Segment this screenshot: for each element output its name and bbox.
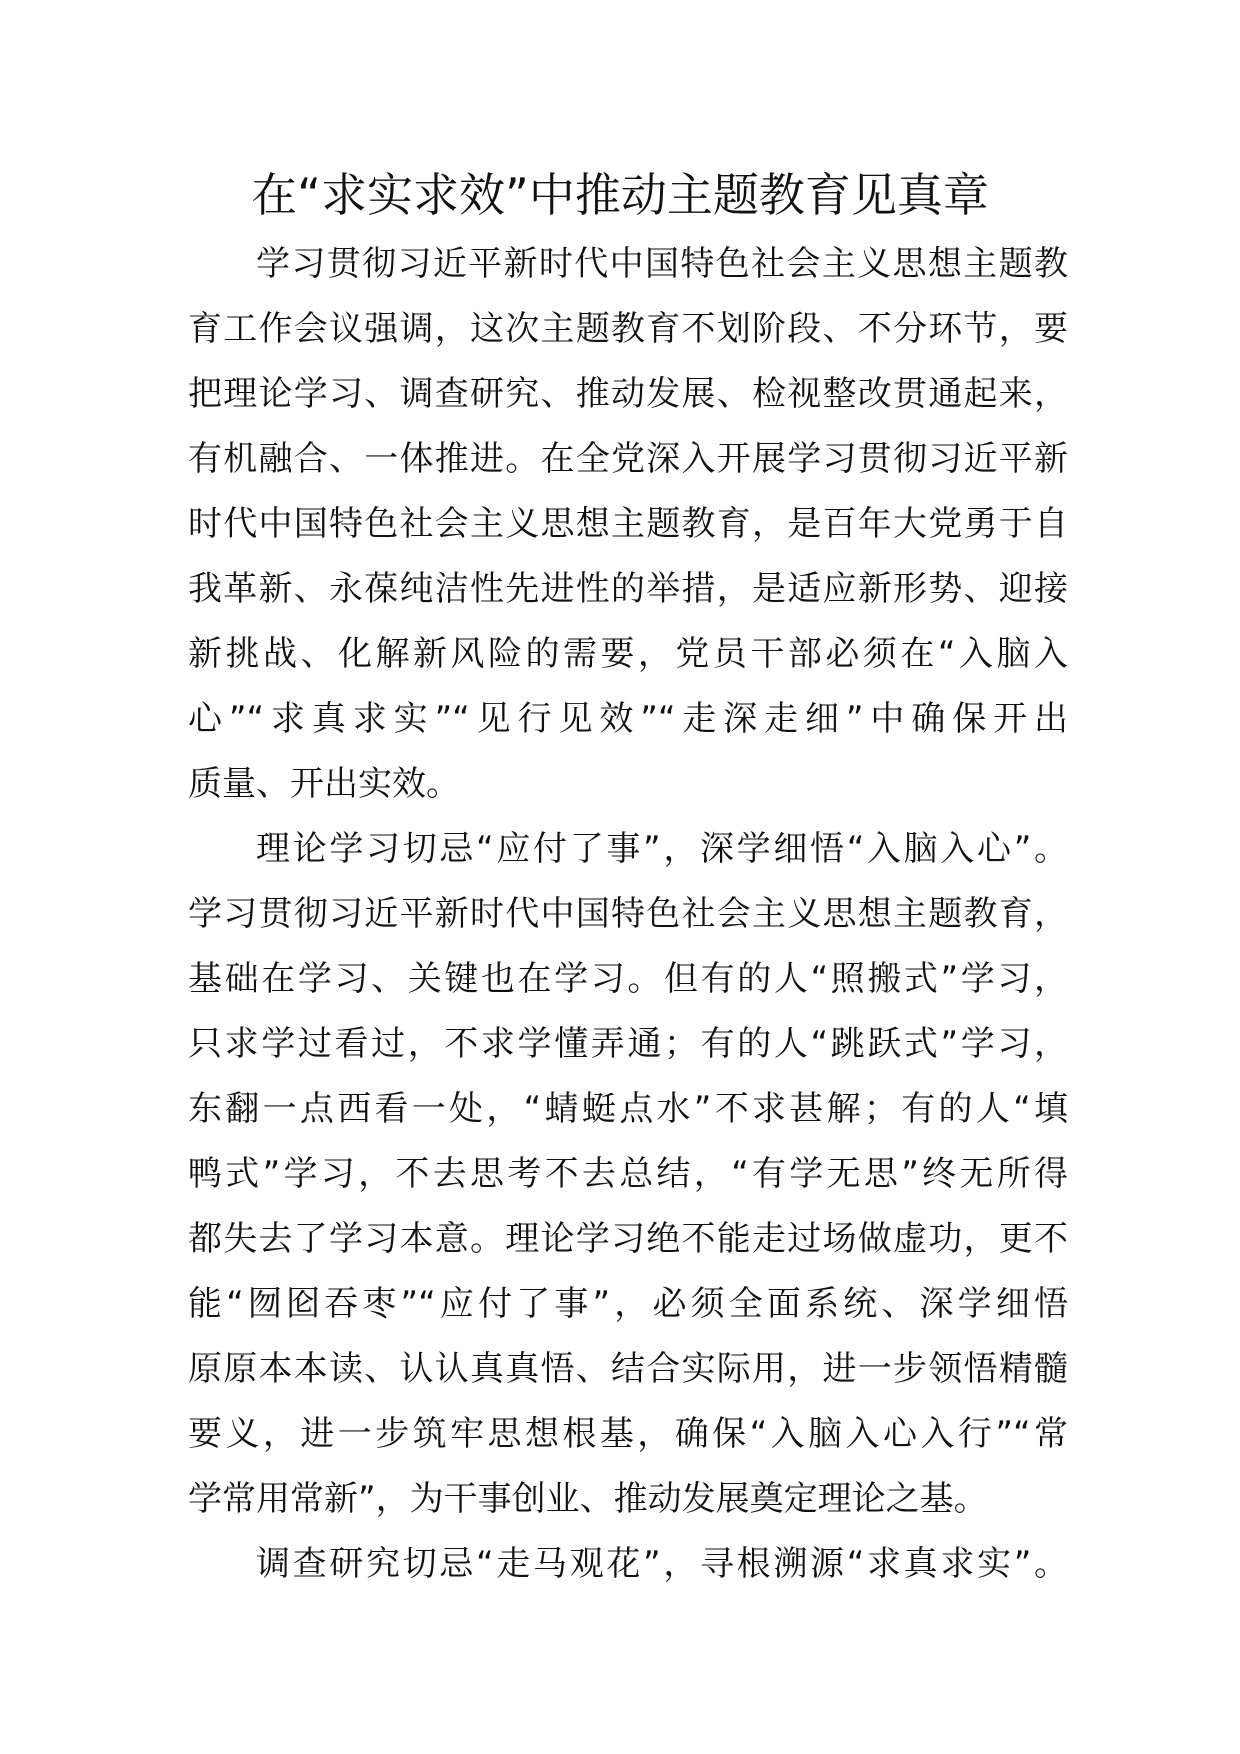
body-line: 学习贯彻习近平新时代中国特色社会主义思想主题教 — [256, 244, 1068, 284]
body-line: 只求学过看过，不求学懂弄通；有的人“跳跃式”学习， — [188, 1024, 1068, 1064]
body-line: 要义，进一步筑牢思想根基，确保“入脑入心入行”“常 — [188, 1414, 1068, 1454]
body-line: 东翻一点西看一处，“蜻蜓点水”不求甚解；有的人“填 — [188, 1089, 1068, 1129]
body-line: 新挑战、化解新风险的需要，党员干部必须在“入脑入 — [188, 634, 1068, 674]
body-line: 有机融合、一体推进。在全党深入开展学习贯彻习近平新 — [188, 439, 1068, 479]
body-line: 调查研究切忌“走马观花”，寻根溯源“求真求实”。 — [256, 1544, 1068, 1584]
body-line: 把理论学习、调查研究、推动发展、检视整改贯通起来， — [188, 374, 1068, 414]
body-line: 理论学习切忌“应付了事”，深学细悟“入脑入心”。 — [256, 829, 1068, 869]
body-line: 我革新、永葆纯洁性先进性的举措，是适应新形势、迎接 — [188, 569, 1068, 609]
document-body — [188, 232, 1068, 1597]
body-line: 基础在学习、关键也在学习。但有的人“照搬式”学习， — [188, 959, 1068, 999]
body-line: 学习贯彻习近平新时代中国特色社会主义思想主题教育， — [188, 894, 1068, 934]
body-line: 鸭式”学习，不去思考不去总结，“有学无思”终无所得 — [188, 1154, 1068, 1194]
body-line: 心”“求真求实”“见行见效”“走深走细”中确保开出 — [188, 699, 1068, 739]
body-line: 育工作会议强调，这次主题教育不划阶段、不分环节，要 — [188, 309, 1068, 349]
body-line: 学常用常新”，为干事创业、推动发展奠定理论之基。 — [188, 1479, 988, 1519]
body-line: 质量、开出实效。 — [188, 764, 460, 804]
body-line: 时代中国特色社会主义思想主题教育，是百年大党勇于自 — [188, 504, 1068, 544]
document-title: 在“求实求效”中推动主题教育见真章 — [251, 168, 989, 222]
body-line: 能“囫囵吞枣”“应付了事”，必须全面系统、深学细悟 — [188, 1284, 1068, 1324]
body-line: 原原本本读、认认真真悟、结合实际用，进一步领悟精髓 — [188, 1349, 1068, 1389]
body-line: 都失去了学习本意。理论学习绝不能走过场做虚功，更不 — [188, 1219, 1068, 1259]
